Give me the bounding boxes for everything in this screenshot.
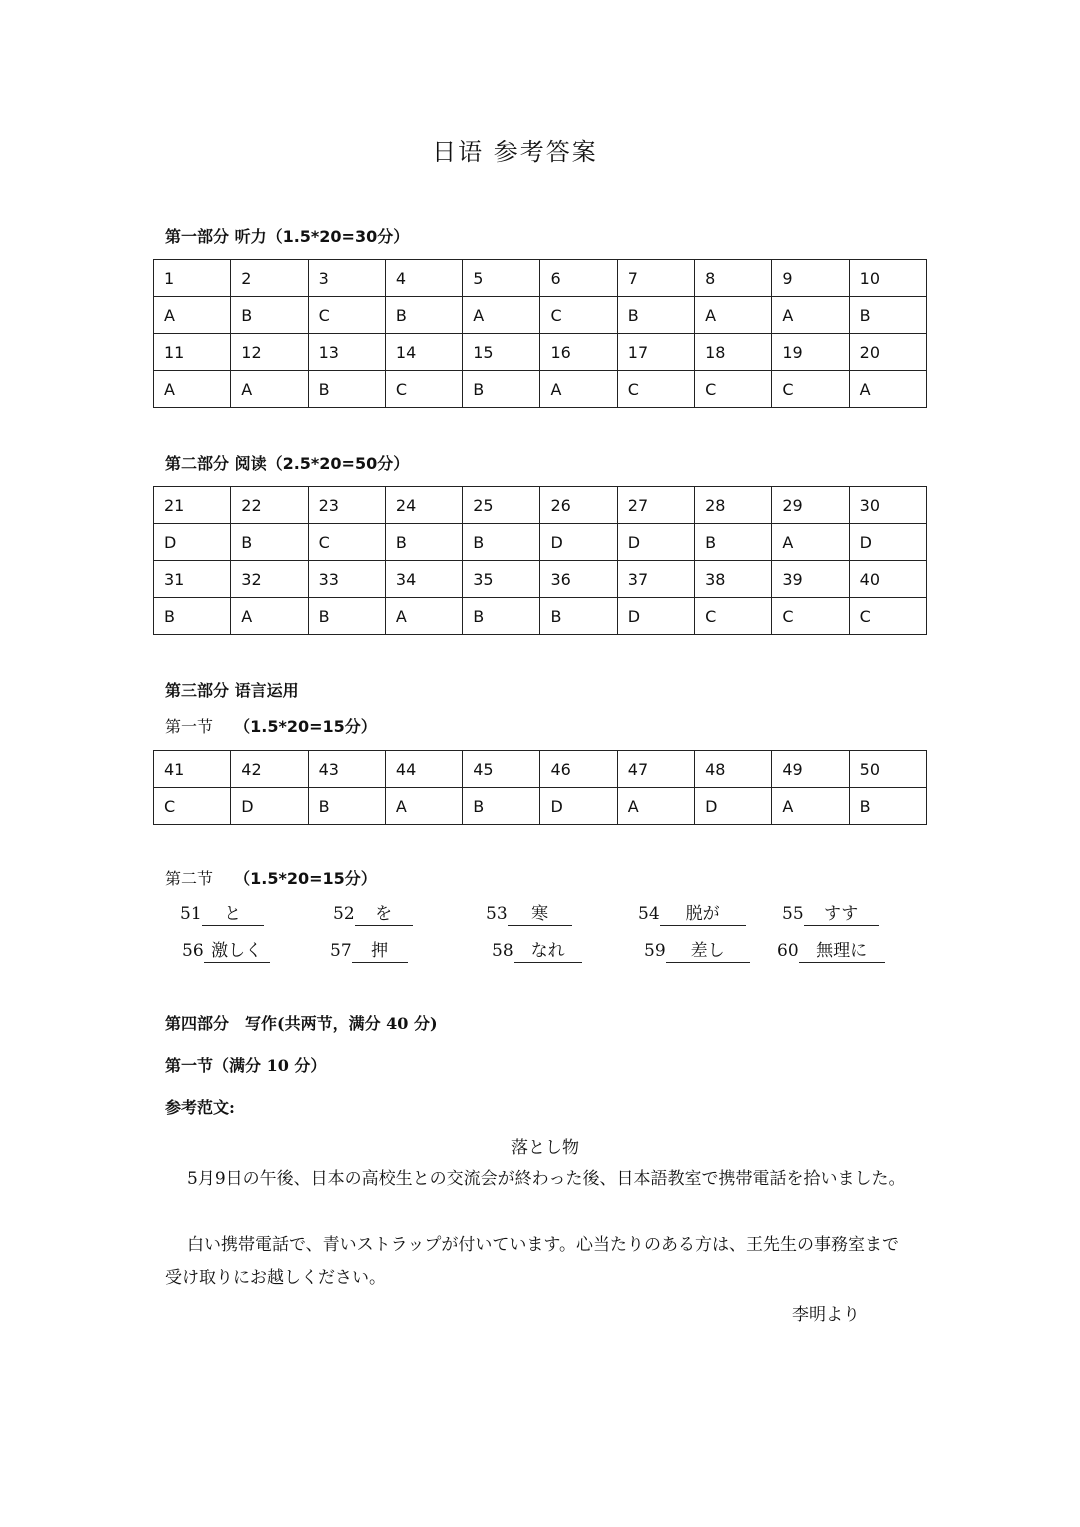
question-number-cell: 37	[617, 561, 694, 598]
answer-cell: B	[463, 788, 540, 825]
answer-cell: B	[385, 297, 462, 334]
answer-cell: A	[231, 598, 308, 635]
answer-cell: A	[617, 788, 694, 825]
answer-cell: D	[540, 788, 617, 825]
answer-cell: D	[231, 788, 308, 825]
part2-heading: 第二部分 阅读（2.5*20=50分）	[165, 454, 410, 473]
answer-cell: C	[772, 598, 849, 635]
question-number-cell: 23	[308, 487, 385, 524]
answer-cell: D	[617, 598, 694, 635]
fill-blank-answer: 激しく	[204, 940, 270, 963]
essay-paragraph-1: 5月9日の午後、日本の高校生との交流会が終わった後、日本語教室で携帯電話を拾いました。	[187, 1169, 906, 1189]
question-number-cell: 22	[231, 487, 308, 524]
answer-cell: C	[385, 371, 462, 408]
answer-cell: B	[849, 788, 926, 825]
question-number-cell: 3	[308, 260, 385, 297]
essay-signature: 李明より	[792, 1305, 860, 1325]
answer-cell: A	[463, 297, 540, 334]
question-number-cell: 43	[308, 751, 385, 788]
question-number-cell: 11	[154, 334, 231, 371]
question-number-cell: 15	[463, 334, 540, 371]
answer-cell: B	[463, 598, 540, 635]
answer-cell: A	[849, 371, 926, 408]
question-number-row	[154, 561, 927, 598]
answer-cell: B	[231, 524, 308, 561]
part3-section1-answer-table	[153, 750, 927, 825]
answer-cell: A	[385, 598, 462, 635]
answer-cell: B	[540, 598, 617, 635]
fill-blank-answer: 寒	[508, 903, 572, 926]
question-number-cell: 41	[154, 751, 231, 788]
question-number-cell: 25	[463, 487, 540, 524]
answer-cell: A	[772, 788, 849, 825]
answer-cell: C	[308, 297, 385, 334]
answer-cell: D	[154, 524, 231, 561]
answer-cell: A	[540, 371, 617, 408]
answer-cell: B	[849, 297, 926, 334]
fill-blank-answer: 押	[352, 940, 408, 963]
answer-cell: D	[849, 524, 926, 561]
part3-section1-heading	[165, 714, 377, 737]
fill-blank-item	[777, 940, 885, 963]
fill-blank-number: 57	[330, 941, 352, 961]
question-number-cell: 29	[772, 487, 849, 524]
answer-cell: B	[154, 598, 231, 635]
answer-cell: C	[695, 598, 772, 635]
fill-blank-answer: 脱が	[660, 903, 746, 926]
sample-essay-label: 参考范文:	[165, 1098, 235, 1117]
question-number-cell: 17	[617, 334, 694, 371]
part4-heading: 第四部分 写作(共两节，满分 40 分)	[165, 1014, 438, 1033]
question-number-cell: 7	[617, 260, 694, 297]
answer-cell: D	[617, 524, 694, 561]
answer-cell: C	[772, 371, 849, 408]
question-number-cell: 30	[849, 487, 926, 524]
answer-cell: A	[154, 297, 231, 334]
fill-blank-answer: すす	[804, 903, 879, 926]
document-title: 日语 参考答案	[432, 138, 598, 166]
essay-title: 落とし物	[511, 1138, 579, 1158]
fill-blank-number: 56	[182, 941, 204, 961]
answer-cell: B	[463, 371, 540, 408]
fill-blank-number: 59	[644, 941, 666, 961]
fill-blank-item	[330, 940, 408, 963]
question-number-cell: 20	[849, 334, 926, 371]
part2-table-body	[154, 487, 927, 635]
question-number-cell: 18	[695, 334, 772, 371]
answer-cell: B	[308, 788, 385, 825]
fill-blank-item	[333, 903, 413, 926]
answer-row	[154, 297, 927, 334]
question-number-cell: 46	[540, 751, 617, 788]
question-number-cell: 48	[695, 751, 772, 788]
answer-cell: D	[540, 524, 617, 561]
question-number-cell: 35	[463, 561, 540, 598]
fill-blank-number: 54	[638, 904, 660, 924]
fill-blank-number: 55	[782, 904, 804, 924]
part3-section2-heading	[165, 866, 377, 889]
answer-cell: C	[540, 297, 617, 334]
question-number-cell: 14	[385, 334, 462, 371]
fill-blank-item	[638, 903, 746, 926]
question-number-cell: 50	[849, 751, 926, 788]
part1-table-body	[154, 260, 927, 408]
question-number-cell: 5	[463, 260, 540, 297]
question-number-cell: 27	[617, 487, 694, 524]
question-number-cell: 16	[540, 334, 617, 371]
question-number-cell: 36	[540, 561, 617, 598]
answer-cell: A	[231, 371, 308, 408]
question-number-cell: 1	[154, 260, 231, 297]
part3-section1-score: （1.5*20=15分）	[234, 717, 377, 736]
fill-blank-answer: なれ	[514, 940, 582, 963]
answer-cell: C	[849, 598, 926, 635]
answer-cell: C	[695, 371, 772, 408]
answer-cell: C	[308, 524, 385, 561]
fill-blank-item	[782, 903, 879, 926]
fill-blank-answer: 差し	[666, 940, 750, 963]
question-number-cell: 4	[385, 260, 462, 297]
fill-blank-number: 53	[486, 904, 508, 924]
question-number-cell: 49	[772, 751, 849, 788]
answer-cell: C	[617, 371, 694, 408]
answer-cell: C	[154, 788, 231, 825]
essay-paragraph-2: 白い携帯電話で、青いストラップが付いています。心当たりのある方は、王先生の事務室まで受け取りにお越しください。	[165, 1235, 899, 1288]
question-number-cell: 8	[695, 260, 772, 297]
answer-cell: D	[695, 788, 772, 825]
question-number-cell: 19	[772, 334, 849, 371]
answer-cell: B	[308, 598, 385, 635]
question-number-cell: 10	[849, 260, 926, 297]
answer-cell: B	[385, 524, 462, 561]
answer-cell: B	[231, 297, 308, 334]
question-number-cell: 38	[695, 561, 772, 598]
answer-row	[154, 788, 927, 825]
question-number-cell: 21	[154, 487, 231, 524]
answer-cell: A	[695, 297, 772, 334]
fill-blank-answer: を	[355, 903, 413, 926]
answer-cell: A	[772, 297, 849, 334]
question-number-cell: 42	[231, 751, 308, 788]
part3-section2-score: （1.5*20=15分）	[234, 869, 377, 888]
answer-cell: A	[772, 524, 849, 561]
question-number-cell: 39	[772, 561, 849, 598]
fill-blank-number: 52	[333, 904, 355, 924]
question-number-cell: 12	[231, 334, 308, 371]
answer-row	[154, 371, 927, 408]
part4-section1-heading: 第一节（满分 10 分）	[165, 1056, 327, 1075]
question-number-cell: 28	[695, 487, 772, 524]
answer-cell: B	[308, 371, 385, 408]
answer-cell: A	[154, 371, 231, 408]
fill-blank-item	[486, 903, 572, 926]
question-number-row	[154, 751, 927, 788]
fill-blank-number: 60	[777, 941, 799, 961]
question-number-cell: 24	[385, 487, 462, 524]
answer-cell: B	[695, 524, 772, 561]
question-number-row	[154, 334, 927, 371]
fill-blank-item	[644, 940, 750, 963]
fill-blank-item	[182, 940, 270, 963]
answer-cell: B	[617, 297, 694, 334]
question-number-cell: 45	[463, 751, 540, 788]
question-number-cell: 47	[617, 751, 694, 788]
question-number-cell: 6	[540, 260, 617, 297]
answer-cell: A	[385, 788, 462, 825]
part2-answer-table	[153, 486, 927, 635]
question-number-cell: 31	[154, 561, 231, 598]
question-number-cell: 26	[540, 487, 617, 524]
question-number-cell: 33	[308, 561, 385, 598]
question-number-row	[154, 487, 927, 524]
fill-blank-item	[492, 940, 582, 963]
fill-blank-number: 58	[492, 941, 514, 961]
fill-blank-answer: 無理に	[799, 940, 885, 963]
answer-row	[154, 524, 927, 561]
question-number-cell: 9	[772, 260, 849, 297]
answer-row	[154, 598, 927, 635]
answer-cell: B	[463, 524, 540, 561]
question-number-cell: 40	[849, 561, 926, 598]
question-number-cell: 34	[385, 561, 462, 598]
fill-blank-item	[180, 903, 264, 926]
part1-answer-table	[153, 259, 927, 408]
fill-blank-number: 51	[180, 904, 202, 924]
question-number-cell: 32	[231, 561, 308, 598]
part3-section1-label: 第一节	[165, 717, 214, 736]
part3-table-body	[154, 751, 927, 825]
question-number-cell: 44	[385, 751, 462, 788]
part3-section2-label: 第二节	[165, 869, 214, 888]
question-number-cell: 13	[308, 334, 385, 371]
question-number-row	[154, 260, 927, 297]
fill-blank-answer: と	[202, 903, 264, 926]
question-number-cell: 2	[231, 260, 308, 297]
part1-heading: 第一部分 听力（1.5*20=30分）	[165, 227, 410, 246]
part3-heading: 第三部分 语言运用	[165, 681, 299, 700]
